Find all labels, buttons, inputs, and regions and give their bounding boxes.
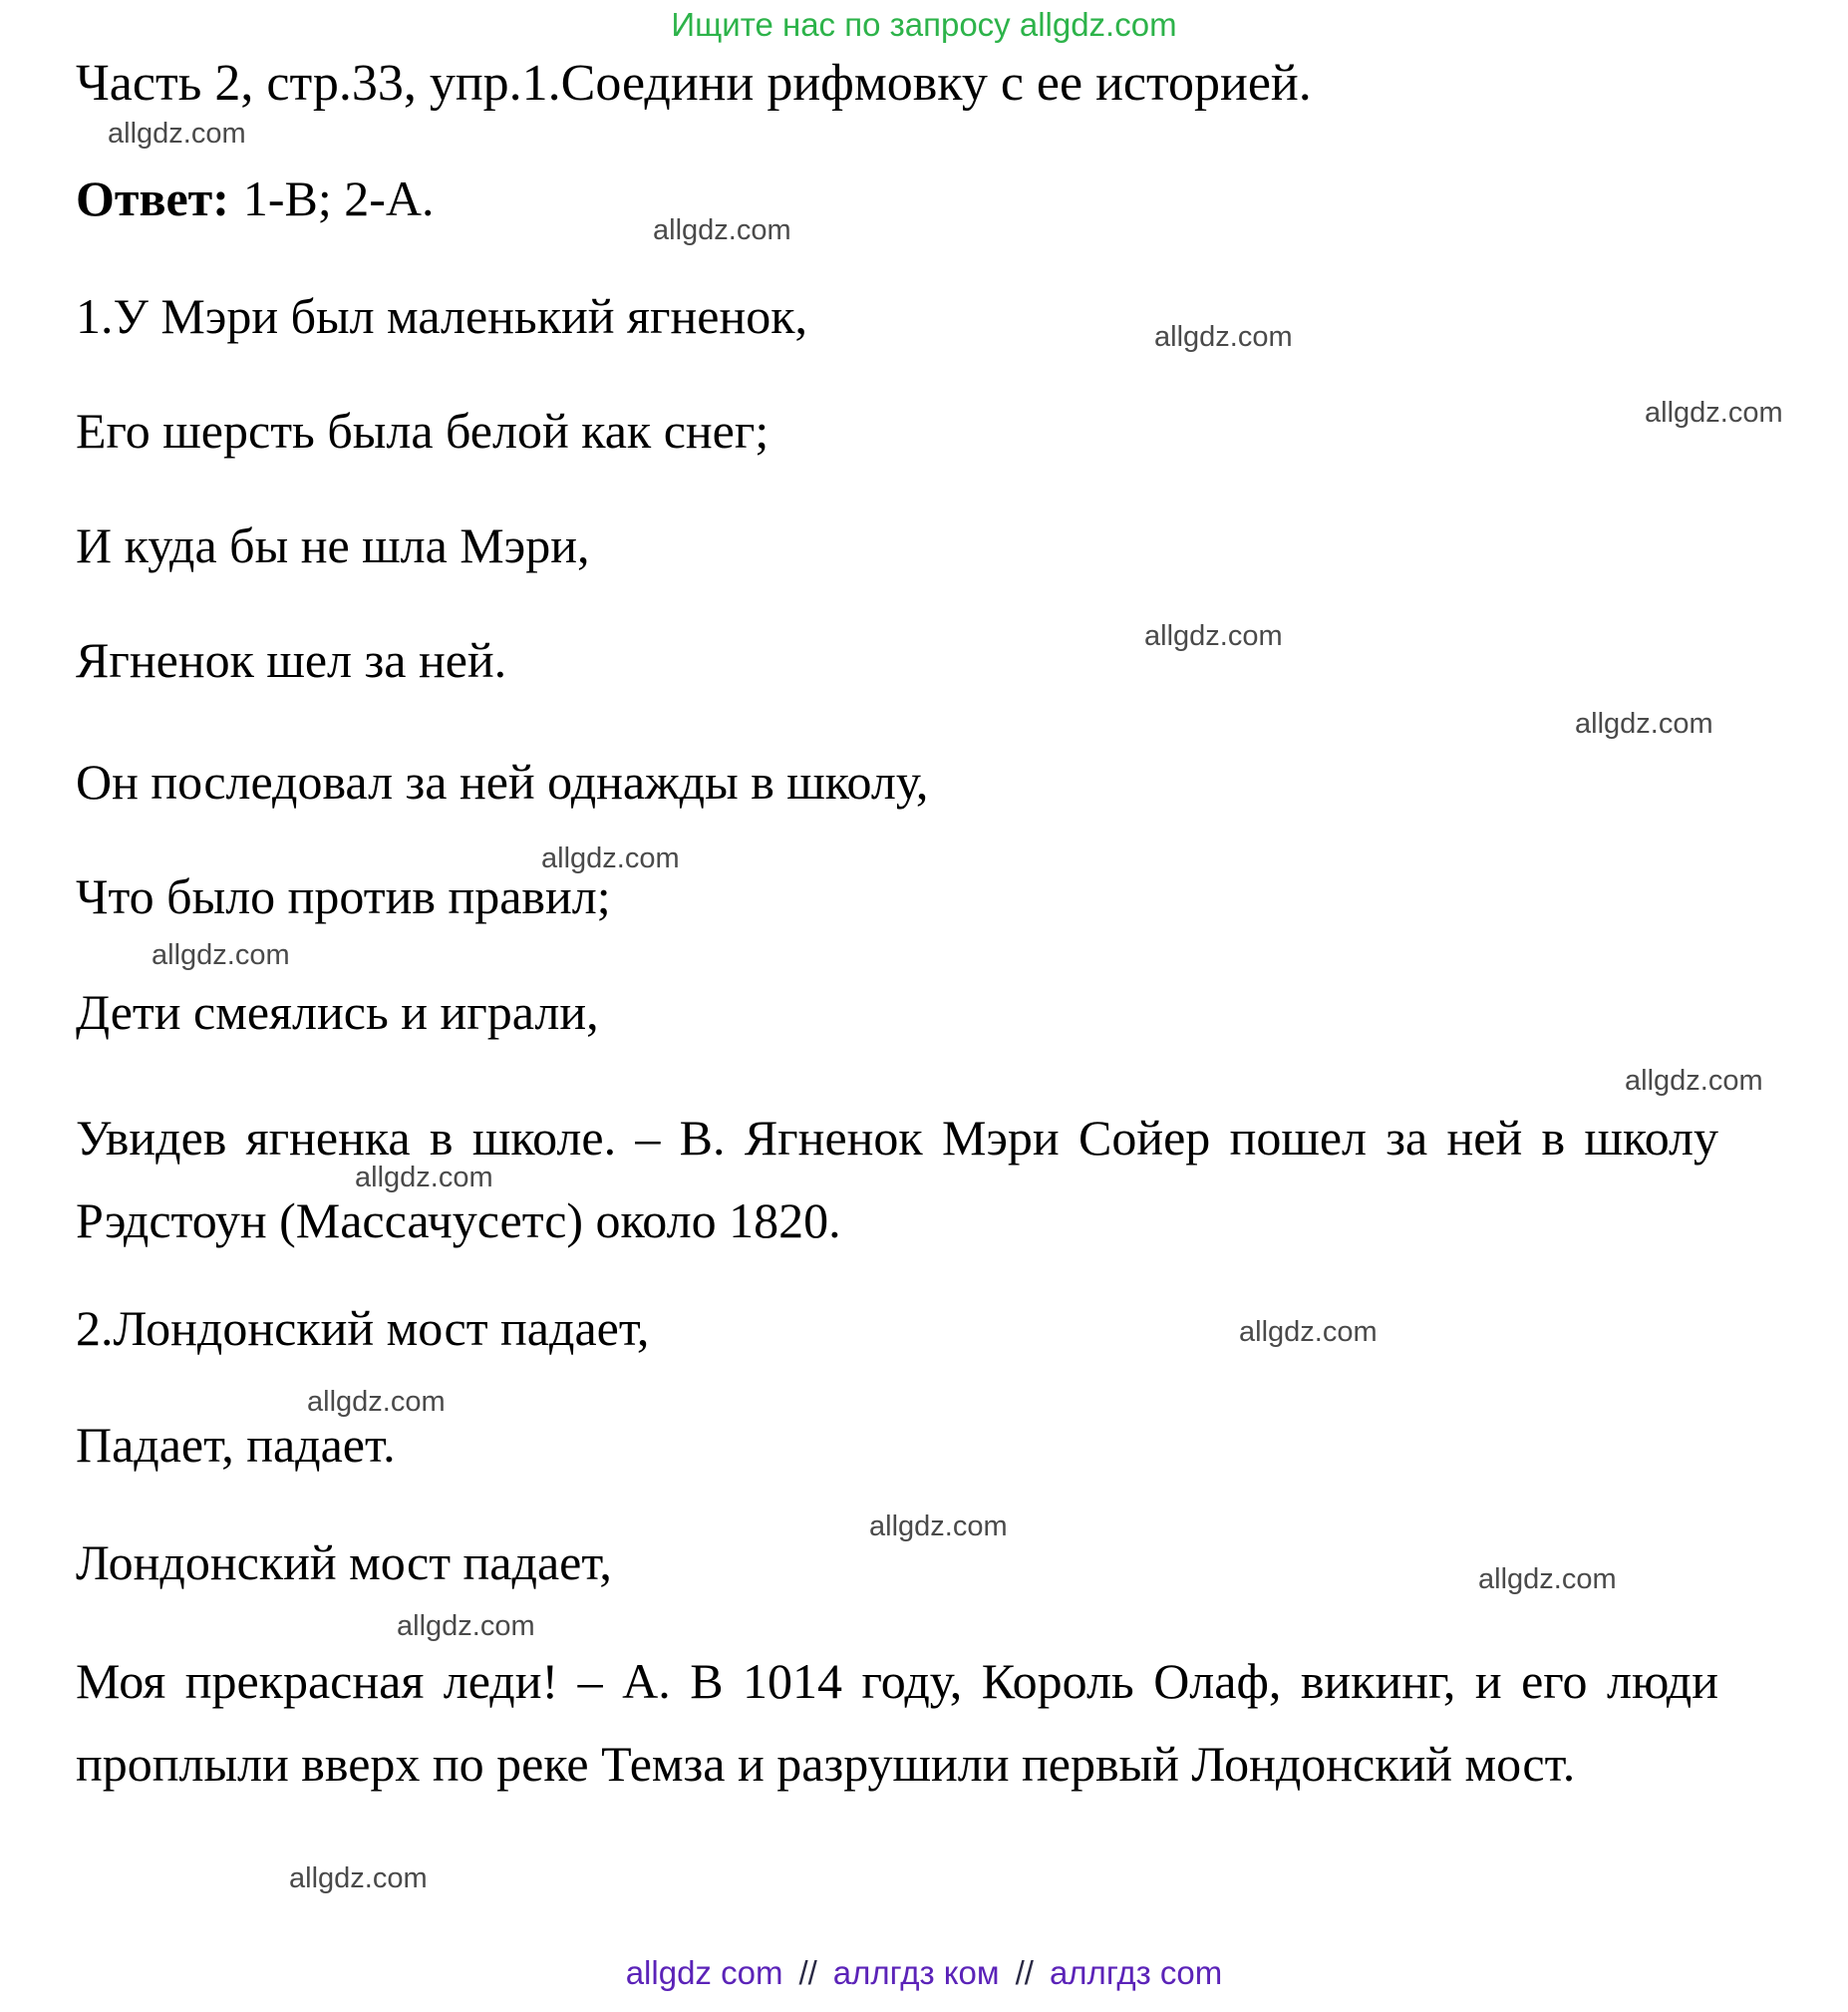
poem1-line-5: Он последовал за ней однажды в школу, xyxy=(76,754,929,810)
watermark: allgdz.com xyxy=(108,118,246,150)
header-search-hint: Ищите нас по запросу allgdz.com xyxy=(671,6,1177,43)
poem2-line-3: Лондонский мост падает, xyxy=(76,1534,612,1590)
footer-links xyxy=(0,1954,1848,1992)
page-title: Часть 2, стр.33, упр.1.Соедини рифмовку с ее историей. xyxy=(76,55,1312,112)
watermark: allgdz.com xyxy=(653,214,791,246)
poem2-line-1: 2.Лондонский мост падает, xyxy=(76,1300,650,1356)
watermark: allgdz.com xyxy=(869,1510,1008,1542)
poem1-line-3: И куда бы не шла Мэри, xyxy=(76,517,590,573)
watermark: allgdz.com xyxy=(1154,321,1293,353)
watermark: allgdz.com xyxy=(355,1162,493,1193)
watermark: allgdz.com xyxy=(289,1862,428,1894)
watermark: allgdz.com xyxy=(1478,1563,1617,1595)
poem2-line-2: Падает, падает. xyxy=(76,1417,396,1473)
watermark: allgdz.com xyxy=(152,939,290,971)
watermark: allgdz.com xyxy=(307,1386,446,1418)
watermark: allgdz.com xyxy=(1625,1065,1763,1097)
poem1-final-paragraph: Увидев ягненка в школе. – В. Ягненок Мэри Сойер пошел за ней в школу Рэдстоун (Массачусетс) около 1820. xyxy=(76,1110,1718,1248)
watermark: allgdz.com xyxy=(1144,620,1283,652)
watermark: allgdz.com xyxy=(397,1610,535,1642)
watermark: allgdz.com xyxy=(1645,397,1783,429)
footer-separator: // xyxy=(798,1954,817,1991)
footer-separator: // xyxy=(1015,1954,1034,1991)
watermark: allgdz.com xyxy=(1239,1316,1378,1348)
poem2-final-paragraph: Моя прекрасная леди! – А. В 1014 году, Король Олаф, викинг, и его люди проплыли вверх по реке Темза и разрушили первый Лондонский мост. xyxy=(76,1653,1718,1792)
answer-label: Ответ: xyxy=(76,170,229,226)
poem1-line-6: Что было против правил; xyxy=(76,868,611,924)
poem1-line-2: Его шерсть была белой как снег; xyxy=(76,403,770,459)
footer-link-3: аллгдз com xyxy=(1049,1954,1223,1991)
poem1-line-4: Ягненок шел за ней. xyxy=(76,632,507,688)
watermark: allgdz.com xyxy=(541,842,680,874)
footer-link-1: allgdz com xyxy=(625,1954,783,1991)
answer-value: 1-B; 2-A. xyxy=(242,170,435,226)
watermark: allgdz.com xyxy=(1575,708,1713,740)
footer-link-2: аллгдз ком xyxy=(832,1954,1000,1991)
poem1-line-1: 1.У Мэри был маленький ягненок, xyxy=(76,288,808,344)
answer-line xyxy=(76,171,435,226)
poem1-line-7: Дети смеялись и играли, xyxy=(76,984,599,1040)
